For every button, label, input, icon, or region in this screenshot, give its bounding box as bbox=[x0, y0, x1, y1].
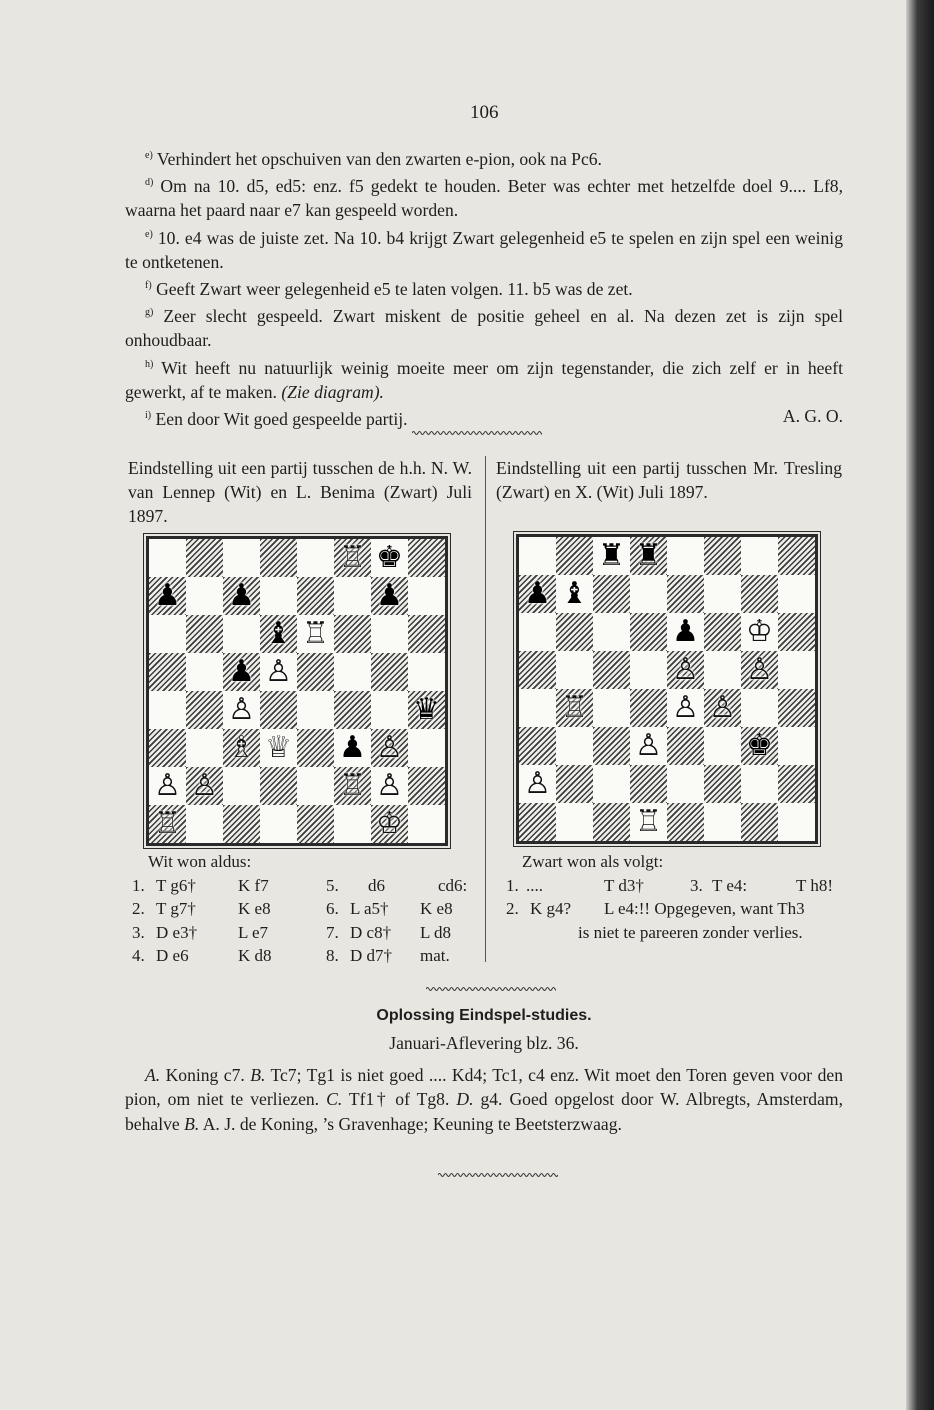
dark-square bbox=[778, 765, 815, 803]
dark-square bbox=[186, 539, 223, 577]
chess-piece-f8: ♖ bbox=[339, 540, 366, 575]
left-moves-intro: Wit won aldus: bbox=[148, 852, 252, 871]
solution-label: A. bbox=[145, 1065, 161, 1085]
light-square bbox=[630, 651, 667, 689]
solution-text-run: A. J. de Koning, ’s Gravenhage; Keuning te Beetsterzwaag. bbox=[199, 1113, 622, 1134]
chess-piece-g3: ♙ bbox=[376, 730, 403, 765]
note-c: $^{e)}$ Verhindert het opschuiven van den zwarten e-pion, ook na Pc6. bbox=[145, 148, 602, 169]
note-g: $^{g)}$ Zeer slecht gespeeld. Zwart miskent de positie geheel en al. Na dezen zet is zijn spel onhoudbaar. bbox=[125, 306, 843, 351]
dark-square bbox=[297, 577, 334, 615]
dark-square bbox=[260, 767, 297, 805]
light-square bbox=[408, 577, 445, 615]
chess-piece-f3: ♟ bbox=[339, 730, 366, 765]
light-square bbox=[704, 803, 741, 841]
chess-piece-a7: ♟ bbox=[154, 578, 181, 613]
light-square bbox=[704, 727, 741, 765]
dark-square bbox=[149, 653, 186, 691]
move-row: is niet te pareeren zonder verlies. bbox=[578, 922, 803, 942]
dark-square bbox=[593, 727, 630, 765]
light-square bbox=[704, 575, 741, 613]
light-square bbox=[519, 613, 556, 651]
chess-piece-e4: ♙ bbox=[672, 690, 699, 725]
chess-diagram-right bbox=[516, 534, 818, 844]
page-number: 106 bbox=[470, 102, 499, 123]
right-caption: Eindstelling uit een partij tusschen Mr. Tresling (Zwart) en X. (Wit) Juli 1897. bbox=[496, 458, 842, 502]
light-square bbox=[778, 803, 815, 841]
light-square bbox=[630, 575, 667, 613]
chess-piece-g7: ♟ bbox=[376, 578, 403, 613]
light-square bbox=[741, 537, 778, 575]
left-column bbox=[128, 456, 472, 528]
light-square bbox=[408, 805, 445, 843]
dark-square bbox=[556, 613, 593, 651]
light-square bbox=[260, 577, 297, 615]
right-moves-intro: Zwart won als volgt: bbox=[522, 852, 664, 871]
dark-square bbox=[371, 653, 408, 691]
chess-piece-e5: ♙ bbox=[672, 652, 699, 687]
signature: A. G. O. bbox=[782, 406, 843, 427]
light-square bbox=[223, 539, 260, 577]
light-square bbox=[704, 651, 741, 689]
dark-square bbox=[408, 539, 445, 577]
light-square bbox=[593, 765, 630, 803]
solution-text-run: Koning c7. bbox=[160, 1065, 251, 1085]
dark-square bbox=[260, 539, 297, 577]
solution-label: B. bbox=[250, 1065, 266, 1085]
note-d: $^{d)}$ Om na 10. d5, ed5: enz. f5 gedekt te houden. Beter was echter met hetzelfde doel 9.... Lf8, waarna het paard naar e7 kan gespeeld worden. bbox=[125, 176, 843, 221]
chess-piece-c8: ♜ bbox=[598, 538, 625, 573]
page-edge-shadow bbox=[906, 0, 934, 1410]
light-square bbox=[667, 537, 704, 575]
light-square bbox=[149, 615, 186, 653]
dark-square bbox=[149, 729, 186, 767]
light-square bbox=[667, 765, 704, 803]
light-square bbox=[186, 729, 223, 767]
dark-square bbox=[186, 615, 223, 653]
chess-piece-d6: ♝ bbox=[265, 616, 292, 651]
light-square bbox=[297, 539, 334, 577]
chess-piece-f2: ♖ bbox=[339, 768, 366, 803]
chess-piece-a2: ♙ bbox=[154, 768, 181, 803]
dark-square bbox=[630, 765, 667, 803]
dark-square bbox=[593, 803, 630, 841]
dark-square bbox=[408, 615, 445, 653]
chess-piece-a1: ♖ bbox=[154, 806, 181, 841]
chess-piece-c4: ♙ bbox=[228, 692, 255, 727]
light-square bbox=[297, 691, 334, 729]
dark-square bbox=[593, 651, 630, 689]
light-square bbox=[223, 767, 260, 805]
light-square bbox=[371, 615, 408, 653]
dark-square bbox=[704, 613, 741, 651]
light-square bbox=[297, 767, 334, 805]
dark-square bbox=[630, 613, 667, 651]
light-square bbox=[149, 539, 186, 577]
note-h: $^{h)}$ Wit heeft nu natuurlijk weinig moeite meer om zijn tegenstander, die zich zelf er in heeft gewerkt, af te maken. (Zie diagram). bbox=[125, 357, 843, 402]
light-square bbox=[556, 803, 593, 841]
chess-piece-h4: ♛ bbox=[413, 692, 440, 727]
solution-text-run: g4. Goed opgelost door W. Albregts, Amsterdam, behalve bbox=[125, 1089, 844, 1134]
dark-square bbox=[519, 651, 556, 689]
dark-square bbox=[519, 803, 556, 841]
chess-diagram-left bbox=[146, 536, 448, 846]
light-square bbox=[556, 727, 593, 765]
chess-piece-a7: ♟ bbox=[524, 576, 551, 611]
ornament-divider-2 bbox=[426, 984, 556, 994]
chess-piece-b7: ♝ bbox=[561, 576, 588, 611]
dark-square bbox=[408, 767, 445, 805]
dark-square bbox=[260, 691, 297, 729]
light-square bbox=[223, 615, 260, 653]
chess-piece-b4: ♖ bbox=[561, 690, 588, 725]
left-moves bbox=[128, 850, 478, 968]
move-row: 2. K g4? L e4:!! Opgegeven, want Th3 bbox=[506, 899, 805, 918]
note-e: $^{e)}$ 10. e4 was de juiste zet. Na 10. b4 krijgt Zwart gelegenheid e5 te spelen en zijn spel een weinig te ontketenen. bbox=[125, 227, 843, 272]
chess-piece-d3: ♕ bbox=[265, 730, 292, 765]
chess-piece-c7: ♟ bbox=[228, 578, 255, 613]
light-square bbox=[778, 575, 815, 613]
left-caption: Eindstelling uit een partij tusschen de h.h. N. W. van Lennep (Wit) en L. Benima (Zwart) Juli 1897. bbox=[128, 458, 472, 526]
chess-piece-d3: ♙ bbox=[635, 728, 662, 763]
light-square bbox=[334, 805, 371, 843]
move-row: 3. D e3† L e7 7. D c8† L d8 bbox=[132, 922, 452, 942]
light-square bbox=[186, 577, 223, 615]
dark-square bbox=[667, 727, 704, 765]
light-square bbox=[556, 651, 593, 689]
solution-label: B. bbox=[184, 1113, 200, 1134]
light-square bbox=[593, 613, 630, 651]
light-square bbox=[741, 689, 778, 727]
move-row: 1. .... T d3† 3. T e4: T h8! bbox=[506, 875, 833, 895]
light-square bbox=[519, 537, 556, 575]
solution-text-run: Tf1† of Tg8. bbox=[342, 1089, 457, 1110]
chess-piece-d8: ♜ bbox=[635, 538, 662, 573]
column-divider bbox=[485, 456, 486, 962]
light-square bbox=[519, 689, 556, 727]
dark-square bbox=[297, 805, 334, 843]
chess-piece-f4: ♙ bbox=[709, 690, 736, 725]
dark-square bbox=[556, 765, 593, 803]
dark-square bbox=[297, 729, 334, 767]
light-square bbox=[186, 653, 223, 691]
section-subtitle: Januari-Aflevering blz. 36. bbox=[389, 1033, 579, 1053]
light-square bbox=[149, 691, 186, 729]
dark-square bbox=[667, 803, 704, 841]
dark-square bbox=[556, 537, 593, 575]
dark-square bbox=[297, 653, 334, 691]
solution-paragraph bbox=[125, 1063, 843, 1136]
dark-square bbox=[741, 575, 778, 613]
dark-square bbox=[704, 765, 741, 803]
dark-square bbox=[630, 689, 667, 727]
dark-square bbox=[593, 575, 630, 613]
move-row: 1. T g6† K f7 5. d6 cd6: bbox=[132, 875, 468, 895]
solution-text bbox=[125, 1063, 843, 1136]
chess-piece-b2: ♙ bbox=[191, 768, 218, 803]
chess-piece-d5: ♙ bbox=[265, 654, 292, 689]
dark-square bbox=[334, 691, 371, 729]
light-square bbox=[593, 689, 630, 727]
right-column bbox=[496, 456, 842, 504]
ornament-divider-3 bbox=[438, 1170, 558, 1180]
dark-square bbox=[667, 575, 704, 613]
move-row: 4. D e6 K d8 8. D d7† mat. bbox=[132, 946, 450, 965]
dark-square bbox=[704, 537, 741, 575]
chess-piece-g3: ♚ bbox=[746, 728, 773, 763]
solution-label: C. bbox=[326, 1089, 343, 1110]
right-moves bbox=[500, 850, 850, 944]
dark-square bbox=[519, 727, 556, 765]
ornament-divider-1 bbox=[412, 428, 542, 438]
dark-square bbox=[778, 613, 815, 651]
chess-piece-g5: ♙ bbox=[746, 652, 773, 687]
light-square bbox=[741, 765, 778, 803]
dark-square bbox=[741, 803, 778, 841]
light-square bbox=[260, 805, 297, 843]
chess-piece-g1: ♔ bbox=[376, 806, 403, 841]
solution-text-run: Tc7; Tg1 is niet goed .... Kd4; Tc1, c4 enz. Wit moet den Toren geven voor den pion, om niet te verliezen. bbox=[125, 1065, 843, 1110]
dark-square bbox=[778, 537, 815, 575]
chess-piece-g6: ♔ bbox=[746, 614, 773, 649]
light-square bbox=[408, 729, 445, 767]
note-f: $^{f)}$ Geeft Zwart weer gelegenheid e5 te laten volgen. 11. b5 was de zet. bbox=[145, 278, 633, 299]
dark-square bbox=[223, 805, 260, 843]
footnotes bbox=[125, 144, 843, 431]
chess-piece-g8: ♚ bbox=[376, 540, 403, 575]
chess-piece-g2: ♙ bbox=[376, 768, 403, 803]
light-square bbox=[778, 727, 815, 765]
chess-piece-a2: ♙ bbox=[524, 766, 551, 801]
chess-piece-c5: ♟ bbox=[228, 654, 255, 689]
chess-piece-e6: ♖ bbox=[302, 616, 329, 651]
dark-square bbox=[334, 615, 371, 653]
move-row: 2. T g7† K e8 6. L a5† K e8 bbox=[132, 899, 453, 918]
note-i: $^{i)}$ Een door Wit goed gespeelde partij. A. G. O. bbox=[145, 406, 843, 429]
chess-piece-c3: ♗ bbox=[228, 730, 255, 765]
section-title: Oplossing Eindspel-studies. bbox=[376, 1007, 592, 1024]
chess-piece-e6: ♟ bbox=[672, 614, 699, 649]
dark-square bbox=[778, 689, 815, 727]
light-square bbox=[408, 653, 445, 691]
light-square bbox=[778, 651, 815, 689]
dark-square bbox=[186, 691, 223, 729]
light-square bbox=[371, 691, 408, 729]
solution-label: D. bbox=[456, 1089, 474, 1110]
chess-piece-d1: ♖ bbox=[635, 804, 662, 839]
light-square bbox=[334, 577, 371, 615]
light-square bbox=[186, 805, 223, 843]
light-square bbox=[334, 653, 371, 691]
